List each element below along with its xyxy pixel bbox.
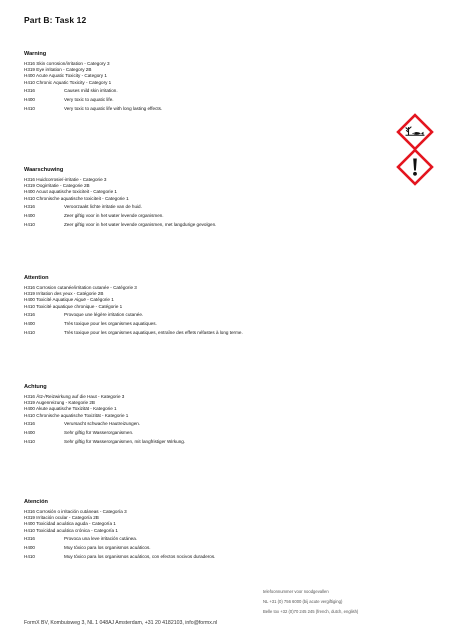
section-heading: Waarschuwing [24,167,64,173]
hazard-statement [24,544,354,553]
hazard-text: Très toxique pour les organismes aquatiques. [64,320,157,326]
hazard-text: Muy tóxico para los organismos acuáticos. [64,544,151,550]
section-achtung [24,384,354,447]
classification-line: H400 Toxicité Aquatique Aiguë - Catégorie 1 [24,297,114,303]
page-title: Part B: Task 12 [24,15,87,25]
hazard-code: H316 [24,311,35,317]
hazard-code: H316 [24,203,35,209]
classification-line: H319 Irritation des yeux - Catégorie 2B [24,291,104,297]
company-footer: FormX BV, Kombuisweg 3, NL 1 048AJ Amsterdam, +31 20 4182103, info@formx.nl [24,620,218,626]
hazard-statement [24,203,354,212]
hazard-statement [24,212,354,221]
hazard-statement [24,535,354,544]
emergency-contact [263,587,358,617]
classification-line: H410 Chronic Aquatic Toxicity - Category 1 [24,79,112,85]
hazard-code: H316 [24,87,35,93]
classification-line: H410 Chronische aquatische Toxizität - Kategorie 1 [24,412,129,418]
hazard-code: H410 [24,105,35,111]
hazard-text: Provoque une légère irritation cutanée. [64,311,144,317]
hazard-text: Verursacht schwache Hautreizungen. [64,420,141,426]
environment-hazard-icon [396,113,434,151]
section-heading: Attention [24,275,49,281]
hazard-statement [24,553,354,562]
hazard-text: Veroorzaakt lichte irritatie van de huid. [64,203,142,209]
section-warning [24,51,354,114]
hazard-code: H410 [24,329,35,335]
section-waarschuwing [24,167,354,230]
hazard-statement-list [24,87,354,114]
section-atencion [24,499,354,562]
hazard-text: Sehr giftig für Wasserorganismen, mit langfristiger Wirkung. [64,438,186,444]
emergency-contact-line: NL +31 (0) 756 6000 (bij acute vergiftiging) [263,599,343,604]
hazard-statement [24,105,354,114]
hazard-code: H410 [24,221,35,227]
hazard-text: Zeer giftig voor in het water levende organismen. [64,212,164,218]
hazard-text: Muy tóxico para los organismos acuáticos, con efectos nocivos duraderos. [64,553,216,559]
hazard-statement [24,311,354,320]
exclamation-mark-icon [396,148,434,186]
hazard-statement-list [24,535,354,562]
classification-line: H319 Irritación ocular - Categoría 2B [24,515,99,521]
classification-line: H400 Acute Aquatic Toxicity - Category 1 [24,73,107,79]
hazard-code: H316 [24,420,35,426]
hazard-code: H410 [24,553,35,559]
classification-line: H410 Toxicidad acuática crónica - Categoría 1 [24,527,118,533]
classification-line: H400 Akute aquatische Toxizität - Kategorie 1 [24,406,117,412]
hazard-text: Very toxic to aquatic life with long lasting effects. [64,105,163,111]
classification-line: H319 Oogirritatie - Categorie 2B [24,183,90,189]
hazard-statement-list [24,311,354,338]
hazard-statement [24,87,354,96]
classification-line: H400 Acuut aquatische toxiciteit - Categorie 1 [24,189,117,195]
hazard-code: H316 [24,535,35,541]
hazard-text: Very toxic to aquatic life. [64,96,114,102]
emergency-contact-line: Belle tox +32 (0)70 245 245 (french, dutch, english) [263,609,359,614]
hazard-statement [24,438,354,447]
hazard-statement [24,320,354,329]
hazard-code: H400 [24,544,35,550]
classification-line: H316 Skin corrosion/irritation - Category 3 [24,61,110,66]
hazard-statement [24,329,354,338]
hazard-statement [24,420,354,429]
section-heading: Warning [24,51,47,57]
section-heading: Achtung [24,384,47,390]
classification-line: H410 Toxicité aquatique chronique - Catégorie 1 [24,303,123,309]
hazard-code: H400 [24,429,35,435]
emergency-contact-title: telefoonnummer voor noodgevallen [263,589,329,594]
hazard-text: Causes mild skin irritation. [64,87,118,93]
classification-line: H400 Toxicidad acuática aguda - Categoría 1 [24,521,116,527]
hazard-statement [24,221,354,230]
hazard-text: Provoca una leve irritación cutánea. [64,535,138,541]
hazard-text: Sehr giftig für Wasserorganismen. [64,429,134,435]
section-attention [24,275,354,338]
hazard-statement [24,429,354,438]
section-heading: Atención [24,499,48,505]
classification-line: H316 Ätz-/Reizwirkung auf die Haut - Kategorie 3 [24,394,125,399]
hazard-code: H400 [24,320,35,326]
hazard-statement-list [24,420,354,447]
classification-line: H316 Huidcorrosie/-irritatie - Categorie 3 [24,177,107,182]
classification-line: H316 Corrosion cutanée/irritation cutanée - Catégorie 3 [24,285,137,290]
classification-line: H319 Augenreizung - Kategorie 2B [24,400,95,406]
hazard-text: Zeer giftig voor in het water levende organismen, met langdurige gevolgen. [64,221,217,227]
hazard-code: H400 [24,96,35,102]
classification-line: H319 Eye irritation - Category 2B [24,67,92,73]
hazard-statement-list [24,203,354,230]
classification-line: H316 Corrosión o irritación cutáneas - Categoría 3 [24,509,127,514]
hazard-code: H410 [24,438,35,444]
hazard-text: Très toxique pour les organismes aquatiques, entraîne des effets néfastes à long terme. [64,329,243,335]
hazard-statement [24,96,354,105]
hazard-code: H400 [24,212,35,218]
classification-line: H410 Chronische aquatische toxiciteit - Categorie 1 [24,195,129,201]
